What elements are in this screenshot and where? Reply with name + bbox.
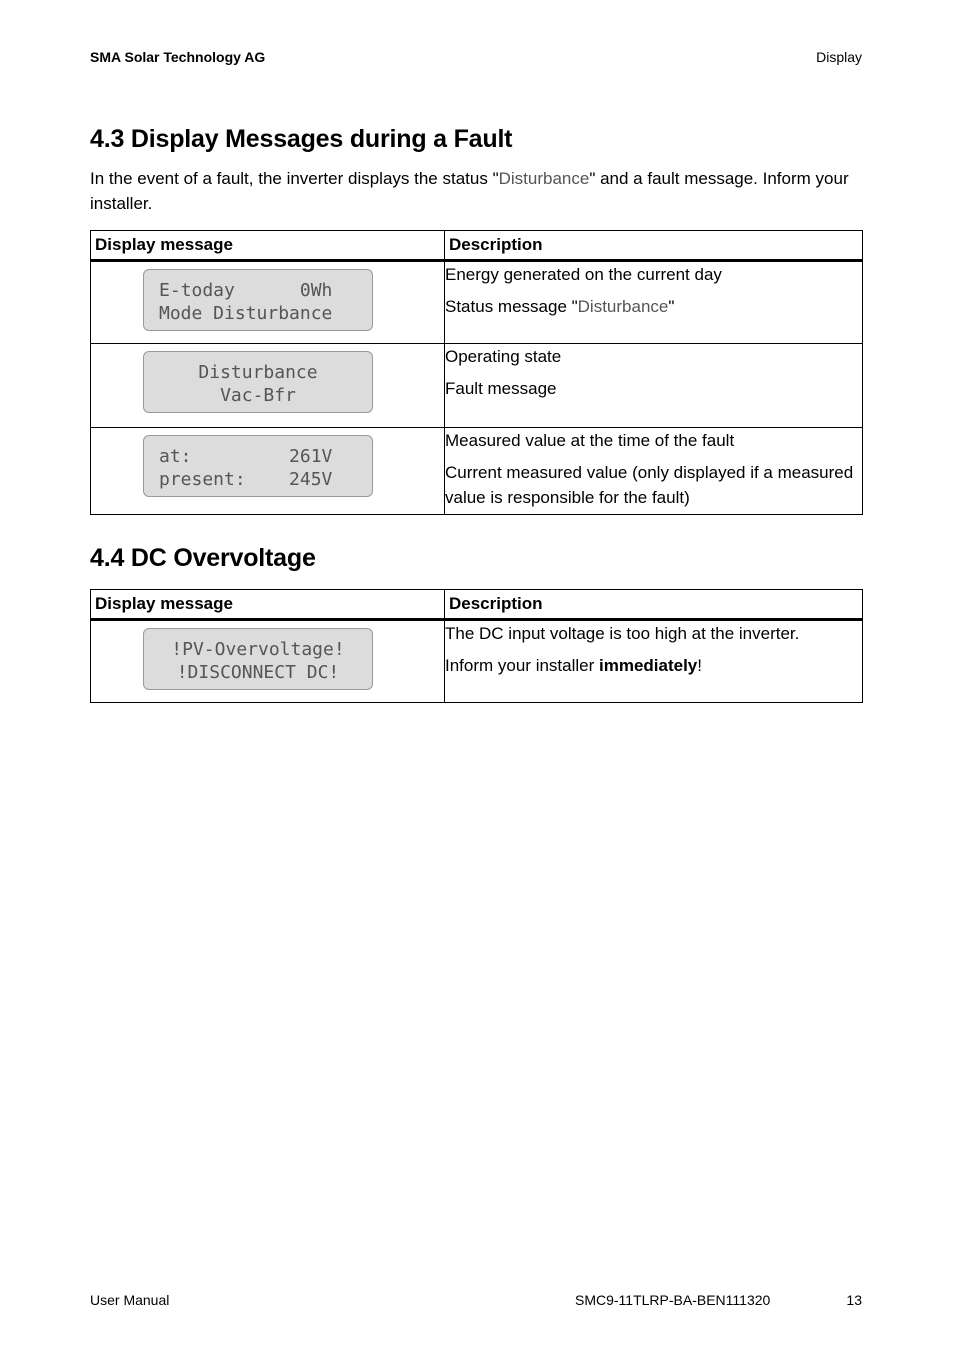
table-row xyxy=(91,620,863,703)
footer-doc-id: SMC9-11TLRP-BA-BEN111320 xyxy=(575,1292,771,1308)
lcd-display: at: 261V present: 245V xyxy=(143,435,373,497)
intro-paragraph: In the event of a fault, the inverter displays the status "Disturbance" and a fault message. Inform your installer. xyxy=(90,169,849,213)
description-text: The DC input voltage is too high at the inverter. xyxy=(445,624,800,643)
description-text: Energy generated on the current day xyxy=(445,265,722,284)
fault-messages-table xyxy=(90,230,863,515)
lcd-display: E-today 0Wh Mode Disturbance xyxy=(143,269,373,331)
description-text: Fault message xyxy=(445,379,557,398)
footer-page-number: 13 xyxy=(846,1292,862,1308)
col-header-display: Display message xyxy=(91,590,445,620)
section-title-4-3: 4.3 Display Messages during a Fault xyxy=(90,125,513,153)
status-disturbance: Disturbance xyxy=(498,169,590,188)
description-text: Current measured value (only displayed if a measured value is responsible for the fault) xyxy=(445,463,854,507)
description-text: Status message "Disturbance" xyxy=(445,297,675,316)
lcd-display: !PV-Overvoltage! !DISCONNECT DC! xyxy=(143,628,373,690)
description-text: Operating state xyxy=(445,347,562,366)
table-row xyxy=(91,261,863,344)
table-row xyxy=(91,344,863,428)
footer-manual: User Manual xyxy=(90,1292,170,1308)
table-row xyxy=(91,428,863,515)
emphasis-immediately: immediately xyxy=(599,656,698,675)
col-header-display: Display message xyxy=(91,231,445,261)
description-text: Measured value at the time of the fault xyxy=(445,431,735,450)
dc-overvoltage-table xyxy=(90,589,863,703)
col-header-description: Description xyxy=(445,231,863,261)
header-company: SMA Solar Technology AG xyxy=(90,49,266,65)
description-text: Inform your installer immediately! xyxy=(445,656,702,675)
lcd-display: Disturbance Vac-Bfr xyxy=(143,351,373,413)
header-section: Display xyxy=(816,49,862,65)
section-title-4-4: 4.4 DC Overvoltage xyxy=(90,544,316,572)
col-header-description: Description xyxy=(445,590,863,620)
